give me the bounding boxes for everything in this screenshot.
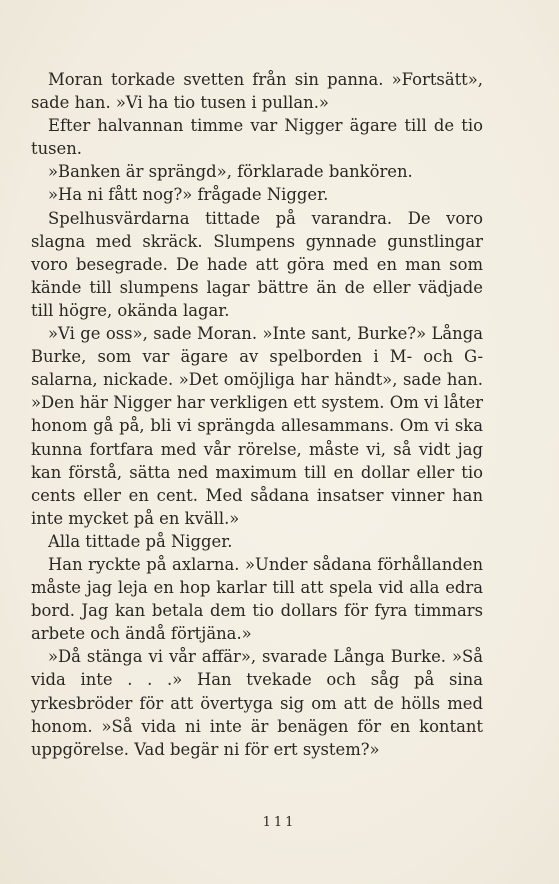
body-text — [31, 68, 483, 761]
page-number: 111 — [262, 815, 297, 830]
paragraph: »Då stänga vi vår affär», svarade Långa Burke. »Så vida inte . . .» Han tvekade och såg på sina yrkesbröder för att övertyga sig om att de hölls med honom. »Så vida ni inte är benägen för en kontant uppgörelse. Vad begär ni för ert system?» — [31, 647, 483, 759]
paragraph: »Ha ni fått nog?» frågade Nigger. — [48, 185, 329, 205]
paragraph: Alla tittade på Nigger. — [48, 531, 233, 551]
paragraph: Spelhusvärdarna tittade på varandra. De voro slagna med skräck. Slumpens gynnade gunstlingar voro besegrade. De hade att göra med en man som kände till slumpens lagar bättre än de eller vädjade till högre, okända lagar. — [31, 208, 483, 320]
paragraph: Efter halvannan timme var Nigger ägare till de tio tusen. — [31, 116, 483, 159]
paragraph: »Vi ge oss», sade Moran. »Inte sant, Burke?» Långa Burke, som var ägare av spelborden i M- och G-salarna, nickade. »Det omöjliga har händt», sade han. »Den här Nigger har verkligen ett system. Om vi låter honom gå på, bli vi sprängda allesammans. Om vi ska kunna fortfara med vår rörelse, måste vi, så vidt jag kan förstå, sätta ned maximum till en dollar eller tio cents eller en cent. Med sådana insatser vinner han inte mycket på en kväll.» — [31, 324, 483, 528]
paragraph: Moran torkade svetten från sin panna. »Fortsätt», sade han. »Vi ha tio tusen i pullan.» — [31, 70, 483, 113]
paragraph: Han ryckte på axlarna. »Under sådana förhållanden måste jag leja en hop karlar till att spela vid alla edra bord. Jag kan betala dem tio dollars för fyra timmars arbete och ändå förtjäna.» — [31, 554, 483, 644]
paragraph: »Banken är sprängd», förklarade bankören. — [48, 162, 413, 182]
